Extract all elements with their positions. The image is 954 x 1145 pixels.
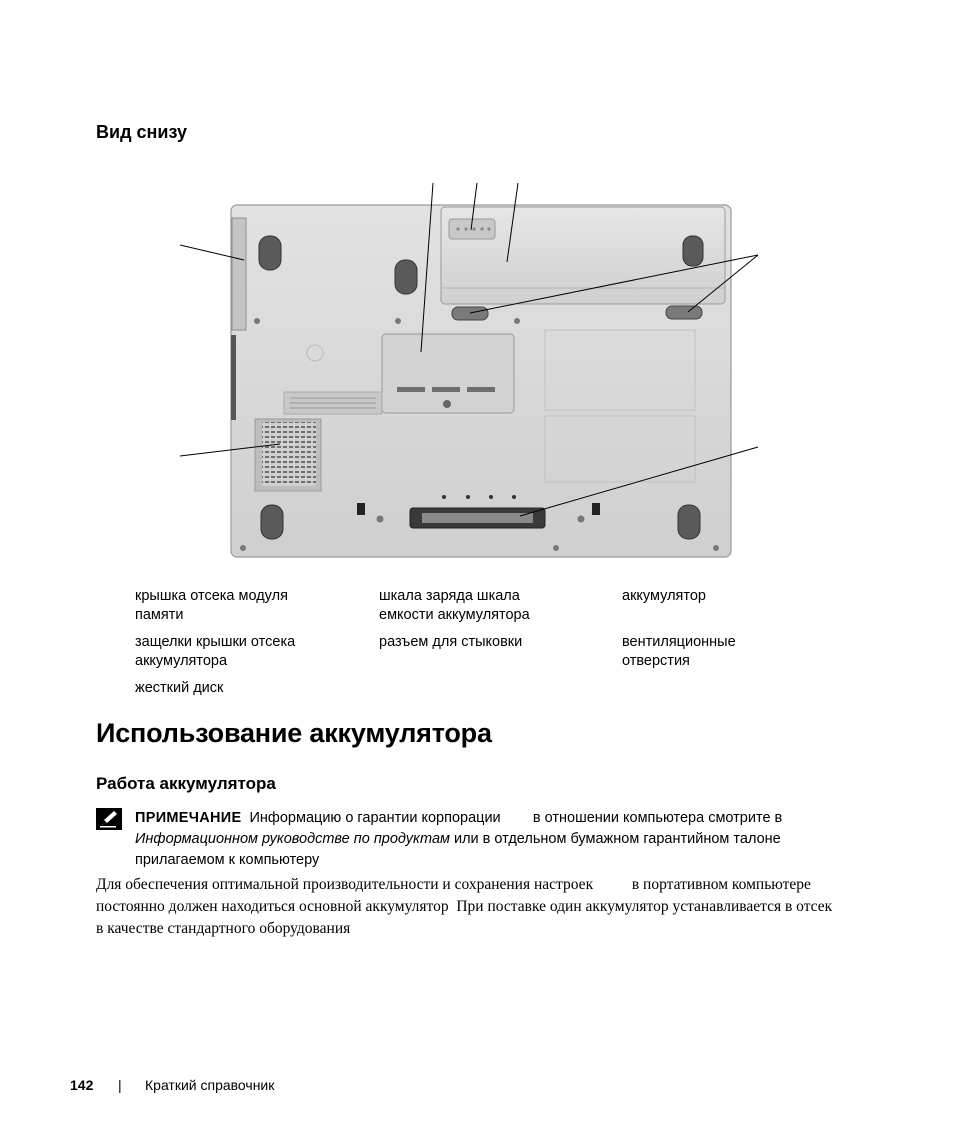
- section-title: Вид снизу: [96, 122, 187, 142]
- callout-battery-latches: защелки крышки отсека аккумулятора: [135, 634, 296, 669]
- callout-hard-drive: жесткий диск: [135, 680, 224, 696]
- body-paragraph: Для обеспечения оптимальной производительности и сохранения настроек в портативном компьютере постоянно должен находиться основной аккумулятор При поставке один аккумулятор устанавливается в отсек в качестве стандартного оборудования: [96, 876, 858, 937]
- callout-battery: аккумулятор: [622, 588, 706, 604]
- callout-battery-charge-gauge: шкала заряда шкала емкости аккумулятора: [379, 588, 530, 623]
- note-label: ПРИМЕЧАНИЕ: [135, 810, 242, 826]
- callout-memory-module-cover: крышка отсека модуля памяти: [135, 588, 288, 623]
- note-pencil-icon: [96, 808, 122, 830]
- callout-docking-connector: разъем для стыковки: [379, 634, 523, 650]
- callout-air-vents: вентиляционные отверстия: [622, 634, 736, 669]
- note-text-part2: или в отдельном бумажном гарантийном талоне прилагаемом к компьютеру: [135, 831, 781, 868]
- note-block: [135, 808, 865, 871]
- hard-drive-panel: [232, 218, 246, 330]
- subheading: Работа аккумулятора: [96, 774, 276, 793]
- footer-separator: |: [118, 1077, 122, 1093]
- battery-latch-right: [666, 306, 702, 319]
- note-text-part1: Информацию о гарантии корпорации в отношении компьютера смотрите в: [249, 810, 787, 826]
- footer-title: Краткий справочник: [145, 1077, 275, 1093]
- page-heading: Использование аккумулятора: [96, 718, 492, 748]
- page-number: 142: [70, 1077, 94, 1093]
- battery-latch-left: [452, 307, 488, 320]
- note-text-italic: Информационном руководстве по продуктам: [135, 831, 450, 847]
